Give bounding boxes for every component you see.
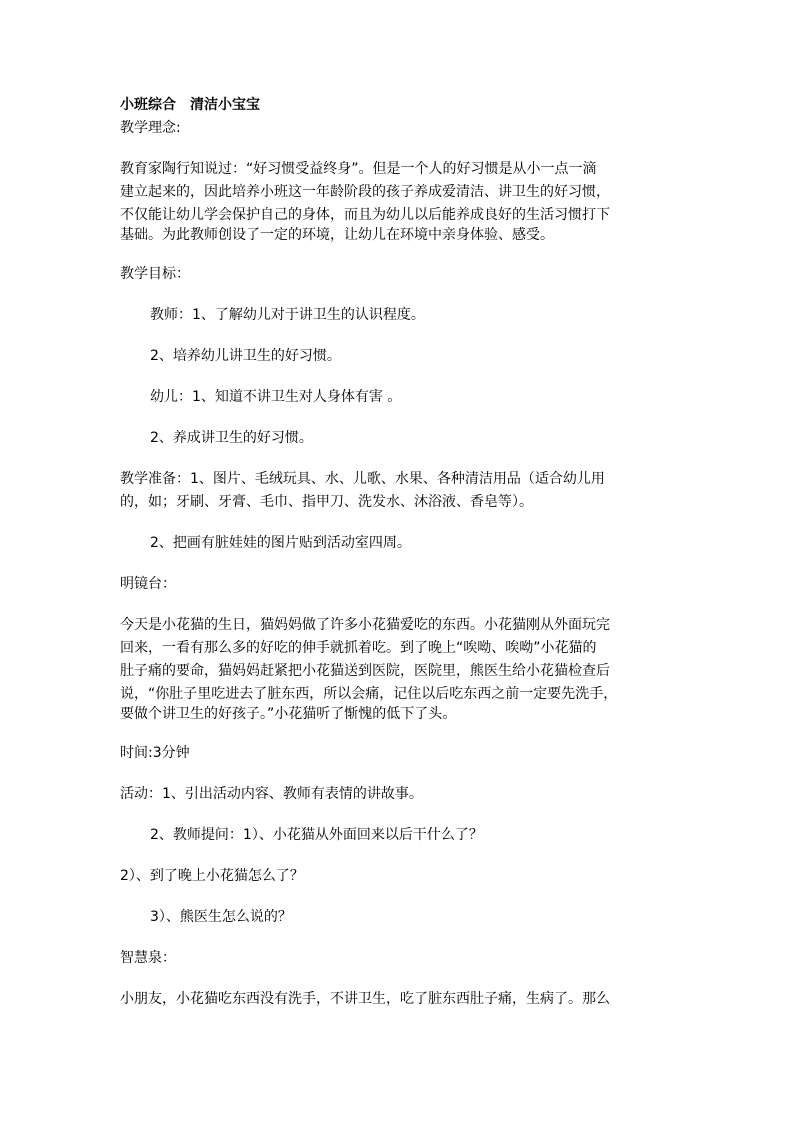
activity-line-2: 2、教师提问：1）、小花猫从外面回来以后干什么了？: [150, 827, 483, 843]
preparation-line-3: 2、把画有脏娃娃的图片贴到活动室四周。: [150, 535, 411, 551]
wisdom-line-1: 小朋友，小花猫吃东西没有洗手，不讲卫生，吃了脏东西肚子痛，生病了。那么: [120, 991, 610, 1007]
story-line: 要做个讲卫生的好孩子。”小花猫听了惭愧的低下了头。: [120, 706, 457, 722]
concept-line: 建立起来的，因此培养小班这一年龄阶段的孩子养成爱清洁、讲卫生的好习惯，: [120, 184, 610, 200]
story-line: 肚子痛的要命，猫妈妈赶紧把小花猫送到医院，医院里，熊医生给小花猫检查后: [120, 663, 610, 679]
story-line: 回来，一看有那么多的好吃的伸手就抓着吃。到了晚上“唉呦、唉呦”小花猫的: [120, 640, 597, 656]
concept-line: 基础。为此教师创设了一定的环境，让幼儿在环境中亲身体验、感受。: [120, 227, 554, 243]
goal-child-1: 幼儿：1、知道不讲卫生对人身体有害 。: [150, 389, 402, 405]
activity-line-3: 2）、到了晚上小花猫怎么了？: [120, 868, 304, 884]
document-title: 小班综合 清洁小宝宝: [120, 97, 260, 113]
goals-heading: 教学目标：: [120, 266, 190, 282]
goal-teacher-2: 2、培养幼儿讲卫生的好习惯。: [150, 348, 341, 364]
activity-line-4: 3）、熊医生怎么说的？: [150, 909, 292, 925]
preparation-line-2: 的，如；牙刷、牙膏、毛巾、指甲刀、洗发水、沐浴液、香皂等）。: [120, 494, 533, 510]
goal-teacher-1: 教师：1、了解幼儿对于讲卫生的认识程度。: [150, 307, 425, 323]
preparation-line-1: 教学准备：1、图片、毛绒玩具、水、儿歌、水果、各种清洁用品（适合幼儿用: [120, 471, 605, 487]
wisdom-heading: 智慧泉：: [120, 950, 176, 966]
mirror-heading: 明镜台：: [120, 576, 176, 592]
concept-heading: 教学理念:: [120, 120, 181, 136]
time-note: 时间:3分钟: [120, 745, 190, 761]
activity-line-1: 活动：1、引出活动内容、教师有表情的讲故事。: [120, 786, 423, 802]
story-line: 今天是小花猫的生日，猫妈妈做了许多小花猫爱吃的东西。小花猫刚从外面玩完: [120, 617, 610, 633]
story-line: 说，“你肚子里吃进去了脏东西，所以会痛，记住以后吃东西之前一定要先洗手，: [120, 686, 618, 702]
concept-line: 教育家陶行知说过：“好习惯受益终身”。但是一个人的好习惯是从小一点一滴: [120, 161, 597, 177]
goal-child-2: 2、养成讲卫生的好习惯。: [150, 430, 313, 446]
concept-line: 不仅能让幼儿学会保护自己的身体，而且为幼儿以后能养成良好的生活习惯打下: [120, 207, 610, 223]
